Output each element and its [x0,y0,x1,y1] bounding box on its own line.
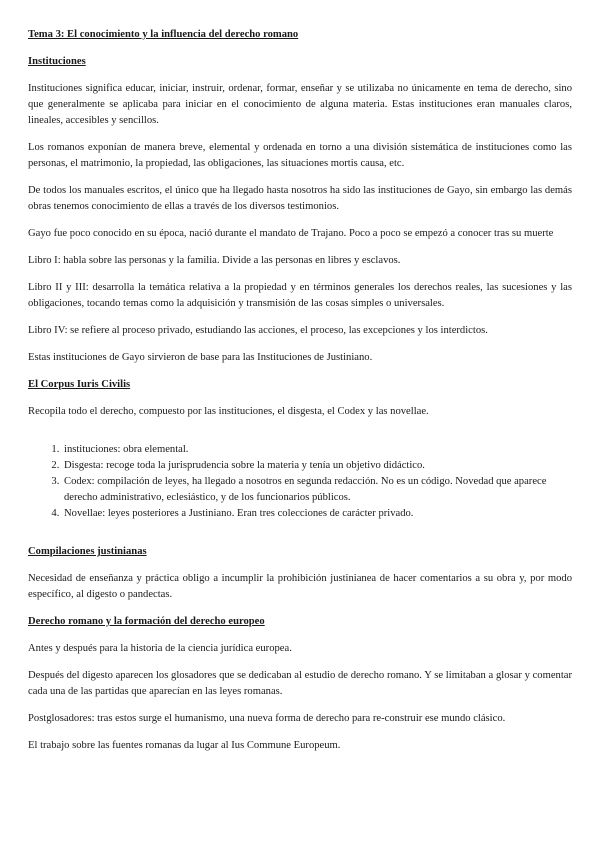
paragraph: Los romanos exponían de manera breve, elemental y ordenada en torno a una división sistemática de instituciones como las personas, el matrimonio, la propiedad, las obligaciones, las situaciones mortis causa, etc. [28,142,572,169]
list-item: 4. Novellae: leyes posteriores a Justiniano. Eran tres colecciones de carácter privado. [62,506,572,522]
section-heading-europeo: Derecho romano y la formación del derecho europeo [28,616,265,627]
document-page [28,27,572,754]
paragraph: Estas instituciones de Gayo sirvieron de base para las Instituciones de Justiniano. [28,352,373,363]
paragraph: El trabajo sobre las fuentes romanas da lugar al Ius Commune Europeum. [28,740,341,751]
corpus-list [28,442,572,522]
document-title: Tema 3: El conocimiento y la influencia del derecho romano [28,29,299,40]
list-item: 1. instituciones: obra elemental. [62,442,572,458]
paragraph: Postglosadores: tras estos surge el humanismo, una nueva forma de derecho para re-construir ese mundo clásico. [28,713,506,724]
paragraph: Necesidad de enseñanza y práctica obligo a incumplir la prohibición justinianea de hacer comentarios a su obra y, por modo específico, al digesto o pandectas. [28,573,572,600]
paragraph: Libro II y III: desarrolla la temática relativa a la propiedad y en términos generales los derechos reales, las sucesiones y las obligaciones, tocando temas como la adquisición y transmisión de las cosas simples o universales. [28,282,572,309]
paragraph: Después del digesto aparecen los glosadores que se dedicaban al estudio de derecho romano. Y se limitaban a glosar y comentar cada una de las partidas que aparecían en las leyes romanas. [28,670,572,697]
paragraph: Antes y después para la historia de la ciencia jurídica europea. [28,643,292,654]
paragraph: De todos los manuales escritos, el único que ha llegado hasta nosotros ha sido las instituciones de Gayo, sin embargo las demás obras tenemos conocimiento de ellas a través de los diversos testimonios. [28,185,572,212]
paragraph: Instituciones significa educar, iniciar, instruir, ordenar, formar, enseñar y se utilizaba no únicamente en tema de derecho, sino que generalmente se aplicaba para iniciar en el conocimiento de alguna materia. Estas instituciones eran manuales claros, lineales, accesibles y sencillos. [28,83,572,126]
section-heading-instituciones: Instituciones [28,56,86,67]
paragraph: Libro I: habla sobre las personas y la familia. Divide a las personas en libres y esclavos. [28,255,401,266]
paragraph: Gayo fue poco conocido en su época, nació durante el mandato de Trajano. Poco a poco se empezó a conocer tras su muerte [28,228,554,239]
list-item: 2. Disgesta: recoge toda la jurisprudencia sobre la materia y tenía un objetivo didáctico. [62,458,572,474]
list-item: 3. Codex: compilación de leyes, ha llegado a nosotros en segunda redacción. No es un código. Novedad que aparece derecho administrativo, eclesiástico, y de los funcionarios públicos. [62,474,572,506]
paragraph: Libro IV: se refiere al proceso privado, estudiando las acciones, el proceso, las excepciones y los interdictos. [28,325,488,336]
section-heading-compilaciones: Compilaciones justinianas [28,546,147,557]
paragraph: Recopila todo el derecho, compuesto por las instituciones, el disgesta, el Codex y las novellae. [28,406,429,417]
section-heading-corpus: El Corpus Iuris Civilis [28,379,131,390]
